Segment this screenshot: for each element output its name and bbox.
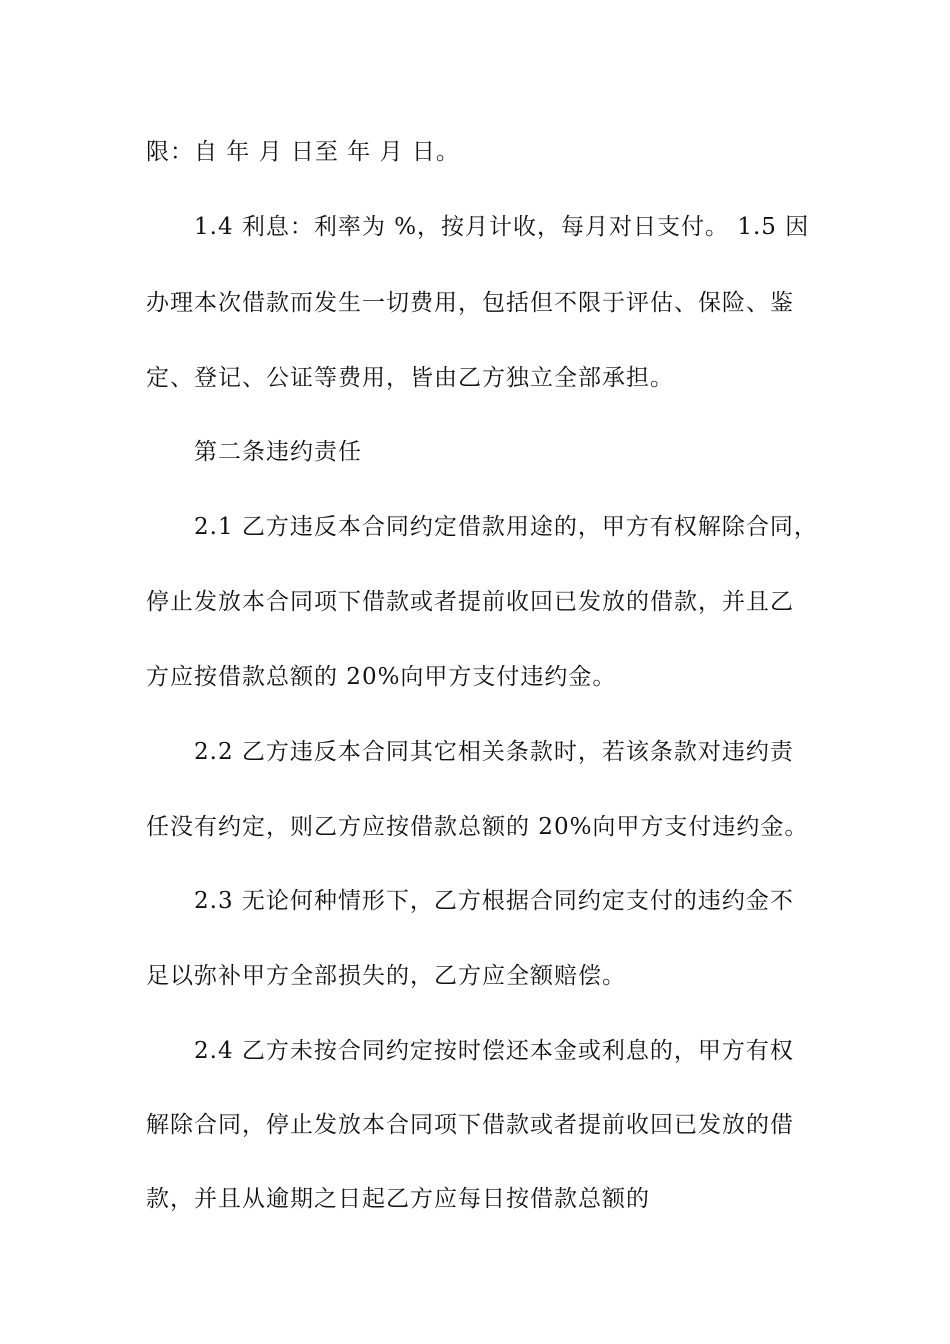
text-line-period: 限：自 年 月 日至 年 月 日。	[146, 139, 460, 165]
clause-2-4-line-1: 2.4 乙方未按合同约定按时偿还本金或利息的，甲方有权	[194, 1038, 794, 1064]
clause-2-1-line-2: 停止发放本合同项下借款或者提前收回已发放的借款，并且乙	[146, 589, 794, 615]
clause-2-2-line-1: 2.2 乙方违反本合同其它相关条款时，若该条款对违约责	[194, 739, 794, 765]
clause-2-3-line-1: 2.3 无论何种情形下，乙方根据合同约定支付的违约金不	[194, 888, 794, 914]
section-heading-breach-liability: 第二条违约责任	[194, 439, 362, 465]
clause-1-5-line-3: 定、登记、公证等费用，皆由乙方独立全部承担。	[146, 365, 674, 391]
clause-2-3-line-2: 足以弥补甲方全部损失的，乙方应全额赔偿。	[146, 963, 626, 989]
clause-2-1-line-1: 2.1 乙方违反本合同约定借款用途的，甲方有权解除合同，	[194, 514, 818, 540]
clause-1-4-interest: 1.4 利息：利率为 %，按月计收，每月对日支付。 1.5 因	[194, 214, 810, 240]
clause-2-2-line-2: 任没有约定，则乙方应按借款总额的 20%向甲方支付违约金。	[146, 814, 809, 840]
clause-2-4-line-3: 款，并且从逾期之日起乙方应每日按借款总额的	[146, 1186, 650, 1212]
clause-2-4-line-2: 解除合同，停止发放本合同项下借款或者提前收回已发放的借	[146, 1112, 794, 1138]
clause-1-5-line-2: 办理本次借款而发生一切费用，包括但不限于评估、保险、鉴	[146, 290, 794, 316]
clause-2-1-line-3: 方应按借款总额的 20%向甲方支付违约金。	[146, 664, 617, 690]
